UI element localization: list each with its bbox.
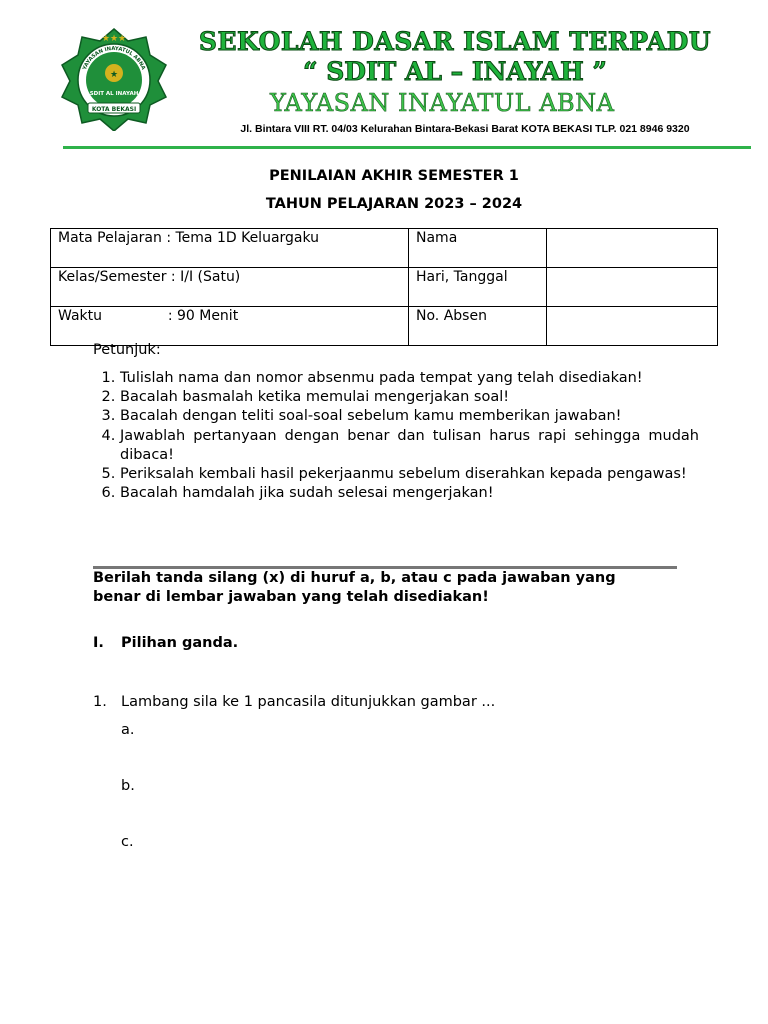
exam-title: PENILAIAN AKHIR SEMESTER 1 — [269, 168, 519, 184]
foundation-name: YAYASAN INAYATUL ABNA — [270, 89, 615, 117]
header-divider — [63, 146, 751, 149]
list-item: 2. Bacalah basmalah ketika memulai mengerjakan soal! — [120, 388, 699, 407]
svg-text:★★★: ★★★ — [101, 34, 127, 44]
task-instruction: Berilah tanda silang (x) di huruf a, b, atau c pada jawaban yang benar di lembar jawaban yang telah disediakan! — [93, 570, 616, 605]
instructions-heading: Petunjuk: — [93, 342, 161, 358]
section-heading — [93, 635, 238, 651]
time-label: Waktu — [58, 308, 102, 324]
table-row — [51, 268, 718, 307]
date-field[interactable] — [547, 268, 718, 307]
list-item: 6. Bacalah hamdalah jika sudah selesai mengerjakan! — [120, 484, 699, 503]
subject-cell: Mata Pelajaran : Tema 1D Keluargaku — [51, 229, 409, 268]
table-row — [51, 229, 718, 268]
name-label: Nama — [409, 229, 547, 268]
date-label: Hari, Tanggal — [409, 268, 547, 307]
school-short-name: “ SDIT AL – INAYAH ” — [303, 57, 607, 86]
table-row — [51, 307, 718, 346]
section-number: I. — [93, 635, 104, 651]
question-1 — [93, 694, 495, 710]
option-a[interactable]: a. — [121, 722, 135, 738]
logo-ring-top-text: YAYASAN INAYATUL ABNA — [81, 45, 147, 71]
list-item: 1. Tulislah nama dan nomor absenmu pada tempat yang telah disediakan! — [120, 369, 699, 388]
absence-number-field[interactable] — [547, 307, 718, 346]
school-logo — [54, 27, 174, 131]
option-c[interactable]: c. — [121, 834, 134, 850]
school-address: Jl. Bintara VIII RT. 04/03 Kelurahan Bintara-Bekasi Barat KOTA BEKASI TLP. 021 8946 9320 — [240, 123, 690, 135]
list-item: 4. Jawablah pertanyaan dengan benar dan tulisan harus rapi sehingga mudah dibaca! — [120, 427, 699, 465]
option-b[interactable]: b. — [121, 778, 135, 794]
question-text: Lambang sila ke 1 pancasila ditunjukkan gambar ... — [121, 694, 496, 710]
svg-text:★: ★ — [109, 70, 119, 80]
name-field[interactable] — [547, 229, 718, 268]
school-name: SEKOLAH DASAR ISLAM TERPADU — [198, 27, 712, 56]
time-cell — [51, 307, 409, 346]
logo-banner-text: KOTA BEKASI — [91, 106, 137, 113]
list-item: 3. Bacalah dengan teliti soal-soal sebelum kamu memberikan jawaban! — [120, 407, 699, 426]
section-title: Pilihan ganda. — [121, 635, 239, 651]
class-semester-cell: Kelas/Semester : I/I (Satu) — [51, 268, 409, 307]
list-item: 5. Periksalah kembali hasil pekerjaanmu sebelum diserahkan kepada pengawas! — [120, 465, 699, 484]
time-value: : 90 Menit — [167, 308, 239, 324]
logo-ring-bottom-text: SDIT AL INAYAH — [89, 91, 139, 97]
student-info-table — [50, 228, 718, 346]
absence-number-label: No. Absen — [409, 307, 547, 346]
instructions-list — [94, 369, 699, 503]
question-number: 1. — [93, 694, 107, 710]
exam-year: TAHUN PELAJARAN 2023 – 2024 — [265, 196, 523, 212]
